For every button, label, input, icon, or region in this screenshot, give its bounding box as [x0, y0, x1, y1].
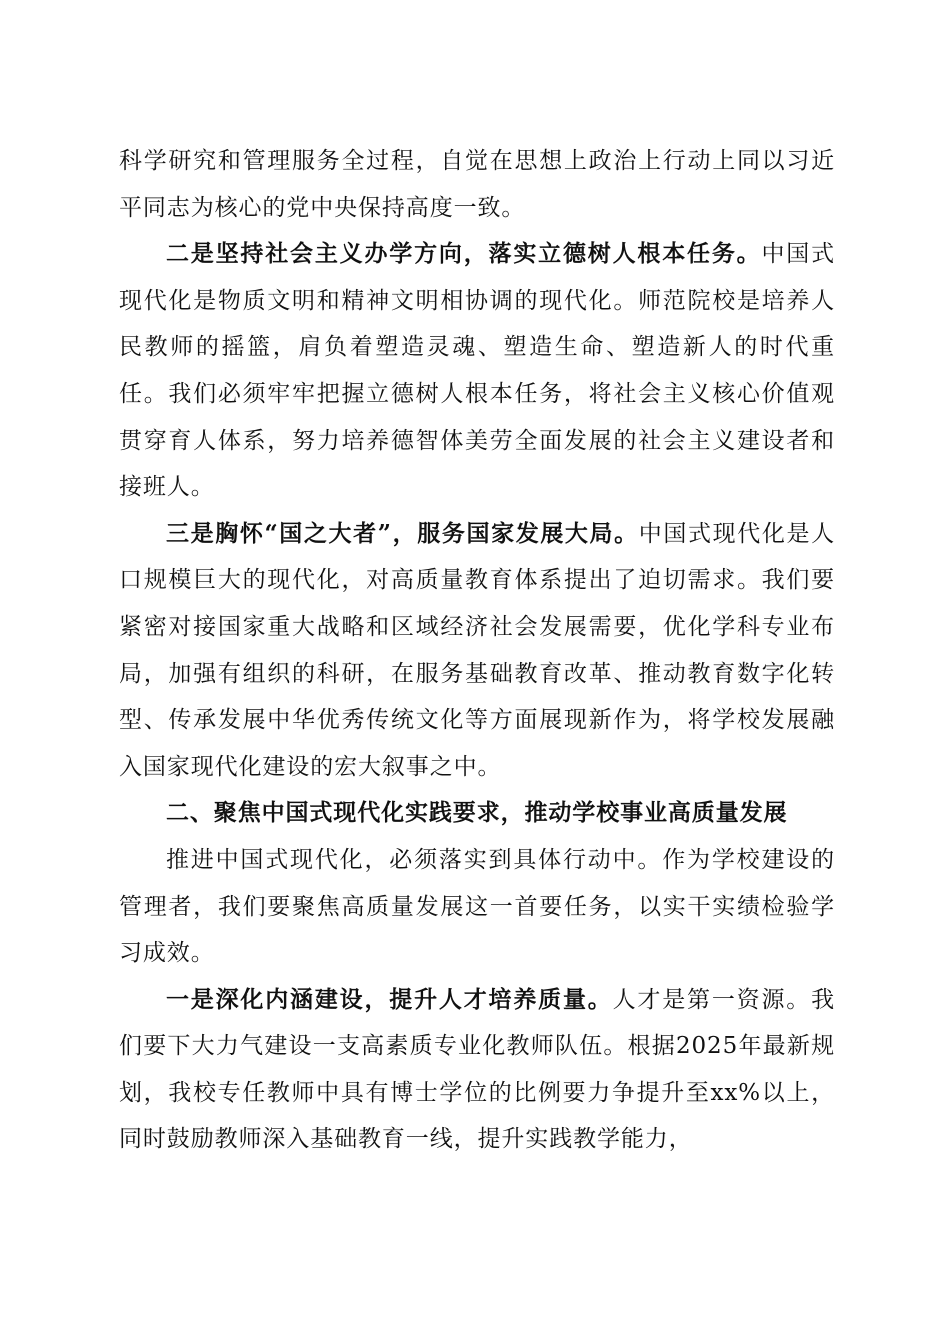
paragraph-text: 人才是第一资源。我们要下大力气建设一支高素质专业化教师队伍。根据2025年最新规划，我校专任教师中具有博士学位的比例要力争提升至xx%以上，同时鼓励教师深入基础教育一线，提升实践教学能力， — [119, 986, 835, 1153]
section-heading: 二、聚焦中国式现代化实践要求，推动学校事业高质量发展 — [166, 800, 788, 827]
paragraph-continuation — [119, 138, 835, 231]
paragraph-text: 科学研究和管理服务全过程，自觉在思想上政治上行动上同以习近平同志为核心的党中央保持高度一致。 — [119, 148, 835, 221]
paragraph-point-one — [119, 977, 835, 1163]
point-lead: 二是坚持社会主义办学方向，落实立德树人根本任务。 — [166, 240, 762, 268]
point-lead: 一是深化内涵建设，提升人才培养质量。 — [166, 985, 613, 1013]
paragraph-text: 推进中国式现代化，必须落实到具体行动中。作为学校建设的管理者，我们要聚焦高质量发展这一首要任务，以实干实绩检验学习成效。 — [119, 846, 835, 967]
paragraph-text: 中国式现代化是人口规模巨大的现代化，对高质量教育体系提出了迫切需求。我们要紧密对接国家重大战略和区域经济社会发展需要，优化学科专业布局，加强有组织的科研，在服务基础教育改革、推动教育数字化转型、传承发展中华优秀传统文化等方面展现新作为，将学校发展融入国家现代化建设的宏大叙事之中。 — [119, 520, 835, 780]
document-body — [119, 138, 835, 1163]
paragraph-point-three — [119, 511, 835, 791]
paragraph-text: 中国式现代化是物质文明和精神文明相协调的现代化。师范院校是培养人民教师的摇篮，肩负着塑造灵魂、塑造生命、塑造新人的时代重任。我们必须牢牢把握立德树人根本任务，将社会主义核心价值观贯穿育人体系，努力培养德智体美劳全面发展的社会主义建设者和接班人。 — [119, 241, 835, 501]
paragraph-point-two — [119, 231, 835, 511]
paragraph-body — [119, 837, 835, 977]
point-lead: 三是胸怀“国之大者”，服务国家发展大局。 — [166, 519, 639, 547]
